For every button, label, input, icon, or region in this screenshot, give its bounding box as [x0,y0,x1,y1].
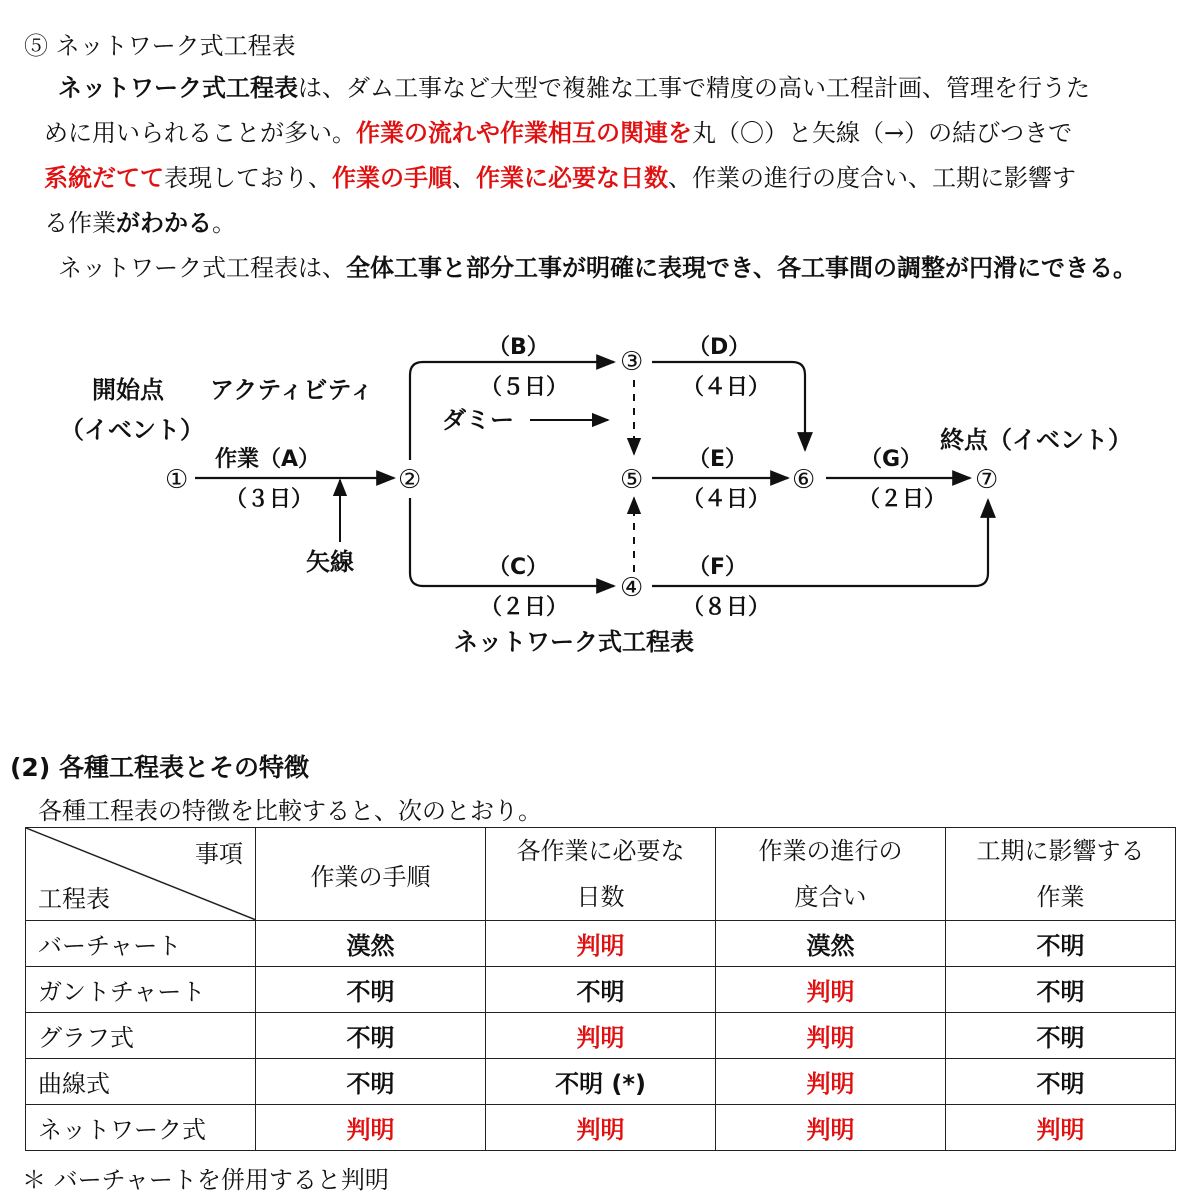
column-header [486,828,716,921]
table-cell: 判明 [716,1059,946,1105]
text-run: ネットワーク式工程表 [58,74,298,102]
diagram-caption: ネットワーク式工程表 [454,628,694,656]
paragraph-line [58,76,1090,100]
column-header-line: 工期に影響する [976,837,1145,865]
text-run: 作業の流れや作業相互の関連を [356,119,692,147]
activity-G-name: （G） [860,447,923,472]
node-1: ① [165,465,189,495]
activity-E-days: （４日） [682,487,771,512]
node-2: ② [398,465,422,495]
footnote: ＊ バーチャートを併用すると判明 [22,1166,389,1194]
start-label-2: （イベント） [60,416,204,444]
activity-B-days: （５日） [480,375,569,400]
subsection-heading: (2) 各種工程表とその特徴 [10,753,309,782]
text-run: めに用いられることが多い。 [44,119,356,147]
table-cell: 不明 [256,967,486,1013]
text-run: は、ダム工事など大型で複雑な工事で精度の高い工程計画、管理を行うた [298,74,1090,102]
table-cell: 判明 [716,1105,946,1151]
activity-D-days: （４日） [682,375,771,400]
column-header-line: 作業 [1036,883,1085,911]
table-cell: 漠然 [256,921,486,967]
column-header-line: 度合い [794,883,867,911]
row-label: バーチャート [26,921,256,967]
column-header [256,828,486,921]
activity-D-name: （D） [688,335,751,360]
comparison-table [25,827,1176,1151]
table-cell: 不明 [486,967,716,1013]
column-header-line: 各作業に必要な [516,837,685,865]
corner-top-label: 事項 [195,840,243,868]
column-header-line: 作業の手順 [310,862,431,891]
arrow-line-label: 矢線 [306,548,354,576]
activity-C-name: （C） [488,555,549,580]
table-cell: 漠然 [716,921,946,967]
table-row [26,1059,1176,1105]
node-6: ⑥ [792,465,816,495]
intro-text: 各種工程表の特徴を比較すると、次のとおり。 [38,797,542,825]
table-cell: 判明 [486,1013,716,1059]
activity-F-days: （８日） [682,595,771,620]
row-label: グラフ式 [26,1013,256,1059]
table-row [26,921,1176,967]
paragraph-line [58,256,1137,280]
text-run: る作業 [44,209,116,237]
activity-B-name: （B） [488,335,549,360]
corner-header [26,828,256,921]
text-run: ネットワーク式工程表は、 [58,254,346,282]
table-cell: 不明 [946,921,1176,967]
section-heading: ⑤ ネットワーク式工程表 [24,32,296,60]
table-cell: 不明 [946,967,1176,1013]
table-cell: 不明 (*) [486,1059,716,1105]
network-diagram [40,320,1140,670]
node-4: ④ [620,573,644,603]
activity-F-name: （F） [688,555,748,580]
text-run: 系統だてて [44,164,164,192]
activity-G-days: （２日） [858,487,947,512]
paragraph-line [44,166,1076,190]
table-cell: 不明 [256,1013,486,1059]
text-run: 作業に必要な日数 [476,164,668,192]
column-header [946,828,1176,921]
row-label: ガントチャート [26,967,256,1013]
table-cell: 不明 [946,1013,1176,1059]
node-3: ③ [620,347,644,377]
column-header-line: 日数 [576,883,625,911]
text-run: 作業の手順 [332,164,452,192]
end-label: 終点（イベント） [940,426,1132,454]
activity-E-name: （E） [688,447,748,472]
table-cell: 判明 [256,1105,486,1151]
text-run: 、作業の進行の度合い、工期に影響す [668,164,1076,192]
table-cell: 判明 [486,921,716,967]
column-header-line: 作業の進行の [758,837,903,865]
node-7: ⑦ [975,465,999,495]
text-run: 全体工事と部分工事が明確に表現でき、各工事間の調整が円滑にできる。 [346,254,1138,282]
table-cell: 判明 [486,1105,716,1151]
activity-label: アクティビティ [210,376,374,404]
table-cell: 不明 [946,1059,1176,1105]
node-5: ⑤ [620,465,644,495]
row-label: 曲線式 [26,1059,256,1105]
table-cell: 判明 [946,1105,1176,1151]
text-run: 、 [452,164,476,192]
activity-A-days: （３日） [225,487,314,512]
corner-bottom-label: 工程表 [38,885,110,913]
dummy-label: ダミー [442,406,514,434]
activity-A-name: 作業（A） [215,447,321,472]
paragraph-line [44,121,1072,145]
start-label-1: 開始点 [92,376,164,404]
text-run: 表現しており、 [164,164,332,192]
text-run: がわかる [116,209,212,237]
table-cell: 不明 [256,1059,486,1105]
text-run: 丸（〇）と矢線（→）の結びつきで [692,119,1073,147]
table-row [26,1013,1176,1059]
table-row [26,1105,1176,1151]
table-row [26,967,1176,1013]
text-run: 。 [212,209,236,237]
activity-C-days: （２日） [480,595,569,620]
table-cell: 判明 [716,967,946,1013]
column-header [716,828,946,921]
table-cell: 判明 [716,1013,946,1059]
paragraph-line [44,211,236,235]
row-label: ネットワーク式 [26,1105,256,1151]
